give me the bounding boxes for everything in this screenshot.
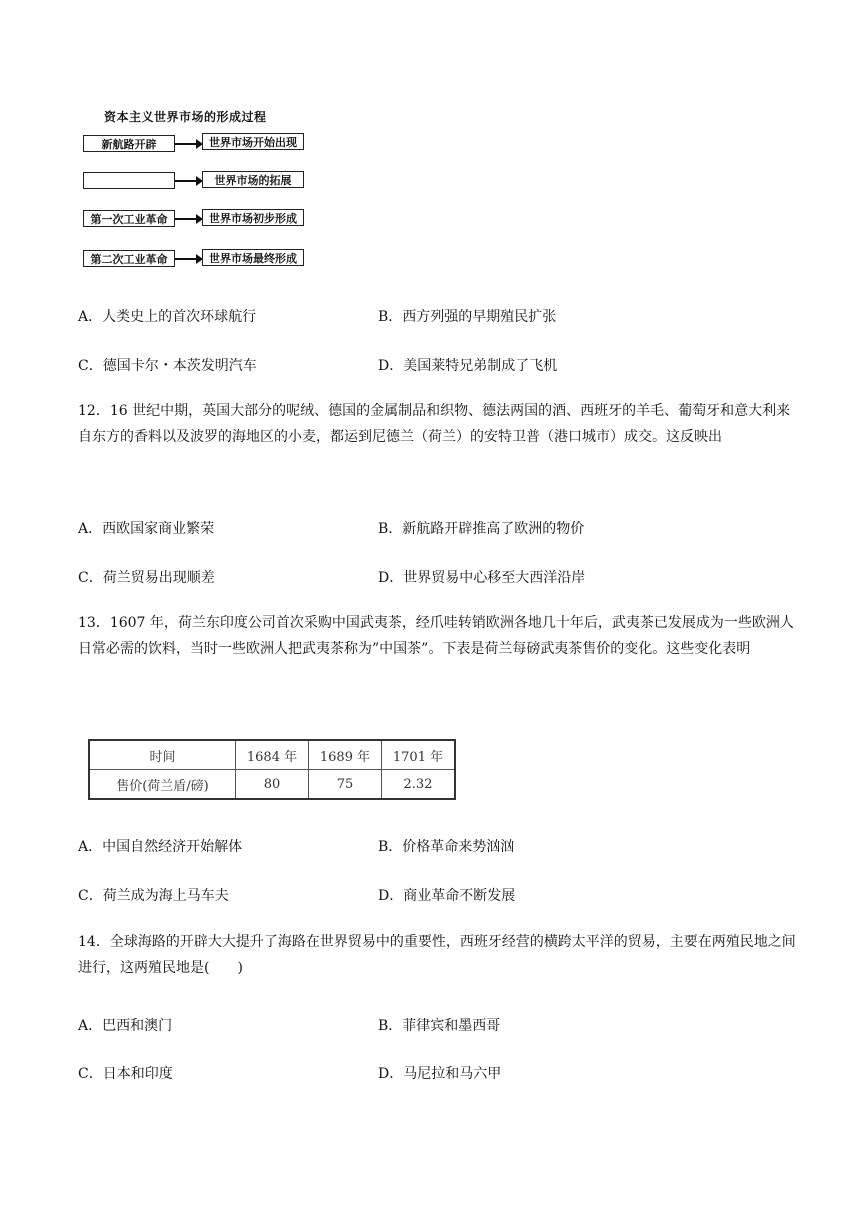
- diagram-right-box: 世界市场的拓展: [202, 171, 304, 188]
- q12-option-c: C．荷兰贸易出现顺差: [78, 570, 215, 586]
- diagram-arrow: [175, 258, 197, 260]
- q13-option-a: A．中国自然经济开始解体: [78, 839, 243, 855]
- table-cell: 2.32: [382, 770, 456, 800]
- q12-option-d: D．世界贸易中心移至大西洋沿岸: [378, 570, 586, 586]
- q11-option-b: B．西方列强的早期殖民扩张: [378, 309, 557, 325]
- table-header-cell: 1684 年: [236, 740, 309, 770]
- table-row: [89, 770, 455, 800]
- q14-option-a: A．巴西和澳门: [78, 1018, 173, 1034]
- q11-option-a: A．人类史上的首次环球航行: [78, 309, 257, 325]
- diagram-left-box: 第一次工业革命: [83, 210, 175, 227]
- q12-option-a: A．西欧国家商业繁荣: [78, 521, 215, 537]
- q14-stem: 14．全球海路的开辟大大提升了海路在世界贸易中的重要性，西班牙经营的横跨太平洋的贸易，主要在两殖民地之间进行，这两殖民地是( ): [78, 934, 796, 976]
- diagram-arrow: [175, 218, 197, 220]
- table-cell: 售价(荷兰盾/磅): [89, 770, 236, 800]
- table-cell: 75: [309, 770, 382, 800]
- q14-option-b: B．菲律宾和墨西哥: [378, 1018, 501, 1034]
- diagram-arrow: [175, 143, 197, 145]
- q13-option-c: C．荷兰成为海上马车夫: [78, 888, 229, 904]
- table-header-cell: 1689 年: [309, 740, 382, 770]
- table-cell: 80: [236, 770, 309, 800]
- diagram-arrow: [175, 180, 197, 182]
- q14-option-d: D．马尼拉和马六甲: [378, 1066, 502, 1082]
- diagram-right-box: 世界市场初步形成: [202, 209, 304, 226]
- q12-option-b: B．新航路开辟推高了欧洲的物价: [378, 521, 585, 537]
- q13-option-b: B．价格革命来势汹汹: [378, 839, 515, 855]
- table-header-cell: 时间: [89, 740, 236, 770]
- diagram-left-box: 新航路开辟: [83, 135, 175, 152]
- q13-stem: 13．1607 年，荷兰东印度公司首次采购中国武夷茶，经爪哇转销欧洲各地几十年后，武夷茶已发展成为一些欧洲人日常必需的饮料，当时一些欧洲人把武夷茶称为”中国茶”。下表是荷兰每磅武夷茶售价的变化。这些变化表明: [78, 615, 794, 657]
- table-header-cell: 1701 年: [382, 740, 456, 770]
- q12-stem: 12．16 世纪中期，英国大部分的呢绒、德国的金属制品和织物、德法两国的酒、西班牙的羊毛、葡萄牙和意大利来自东方的香料以及波罗的海地区的小麦，都运到尼德兰（荷兰）的安特卫普（港口城市）成交。这反映出: [78, 403, 791, 445]
- q11-option-c: C．德国卡尔・本茨发明汽车: [78, 358, 257, 374]
- diagram-right-box: 世界市场开始出现: [202, 133, 304, 150]
- diagram-title: 资本主义世界市场的形成过程: [104, 110, 267, 124]
- diagram-right-box: 世界市场最终形成: [202, 249, 304, 266]
- tea-price-table: [88, 739, 456, 800]
- table-row: [89, 740, 455, 770]
- q13-option-d: D．商业革命不断发展: [378, 888, 516, 904]
- q11-option-d: D．美国莱特兄弟制成了飞机: [378, 358, 558, 374]
- diagram-left-box-blank: [83, 172, 175, 189]
- diagram-left-box: 第二次工业革命: [83, 250, 175, 267]
- q14-option-c: C．日本和印度: [78, 1066, 173, 1082]
